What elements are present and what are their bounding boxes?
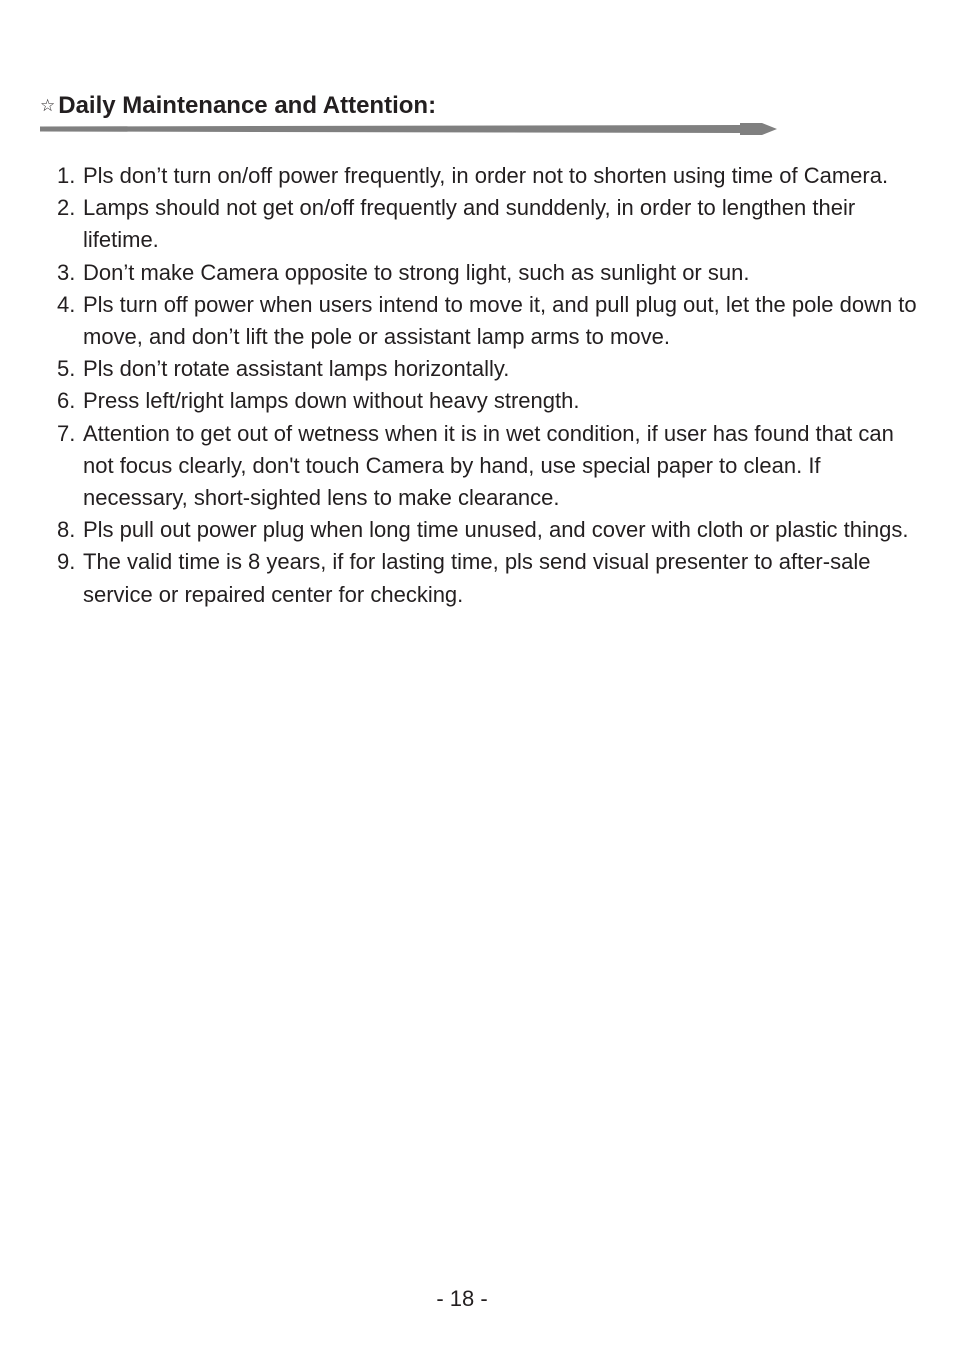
item-text: Pls don’t rotate assistant lamps horizontally. (83, 356, 510, 382)
list-item (57, 192, 917, 256)
list-item (57, 514, 917, 546)
item-text: Pls don’t turn on/off power frequently, in order not to shorten using time of Camera. (83, 163, 889, 188)
item-number: 1. (57, 163, 76, 188)
heading-underline-arrow (40, 120, 780, 138)
item-number: 4. (57, 291, 76, 317)
item-text: The valid time is 8 years, if for lasting time, pls send visual presenter to after-sale service or repaired center for checking. (83, 549, 871, 607)
maintenance-list (57, 160, 917, 611)
list-item (57, 546, 917, 610)
underline-arrowhead (740, 123, 777, 135)
list-item (57, 418, 917, 515)
item-number: 8. (57, 517, 76, 543)
item-number: 3. (57, 259, 76, 285)
item-text: Press left/right lamps down without heavy strength. (83, 388, 580, 414)
item-text: Don’t make Camera opposite to strong light, such as sunlight or sun. (83, 259, 750, 285)
list-item (57, 289, 917, 353)
item-number: 9. (57, 549, 76, 575)
item-number: 2. (57, 195, 76, 221)
item-number: 7. (57, 420, 76, 446)
page-number: - 18 - (436, 1286, 488, 1311)
item-text: Attention to get out of wetness when it is in wet condition, if user has found that can not focus clearly, don't touch Camera by hand, use special paper to clean. If necessary, short-sighted lens to make clearance. (83, 420, 894, 511)
list-item (57, 160, 917, 192)
item-number: 5. (57, 356, 76, 382)
list-item (57, 353, 917, 385)
item-text: Pls pull out power plug when long time unused, and cover with cloth or plastic things. (83, 517, 909, 543)
item-text: Lamps should not get on/off frequently and sunddenly, in order to lengthen their lifetime. (83, 195, 856, 253)
item-number: 6. (57, 388, 76, 414)
list-item (57, 385, 917, 417)
star-icon: ☆ (40, 96, 56, 115)
list-item (57, 257, 917, 289)
section-heading (40, 92, 436, 120)
section-title: Daily Maintenance and Attention: (58, 92, 437, 119)
underline-bar (40, 125, 740, 133)
item-text: Pls turn off power when users intend to move it, and pull plug out, let the pole down to move, and don’t lift the pole or assistant lamp arms to move. (83, 291, 917, 350)
